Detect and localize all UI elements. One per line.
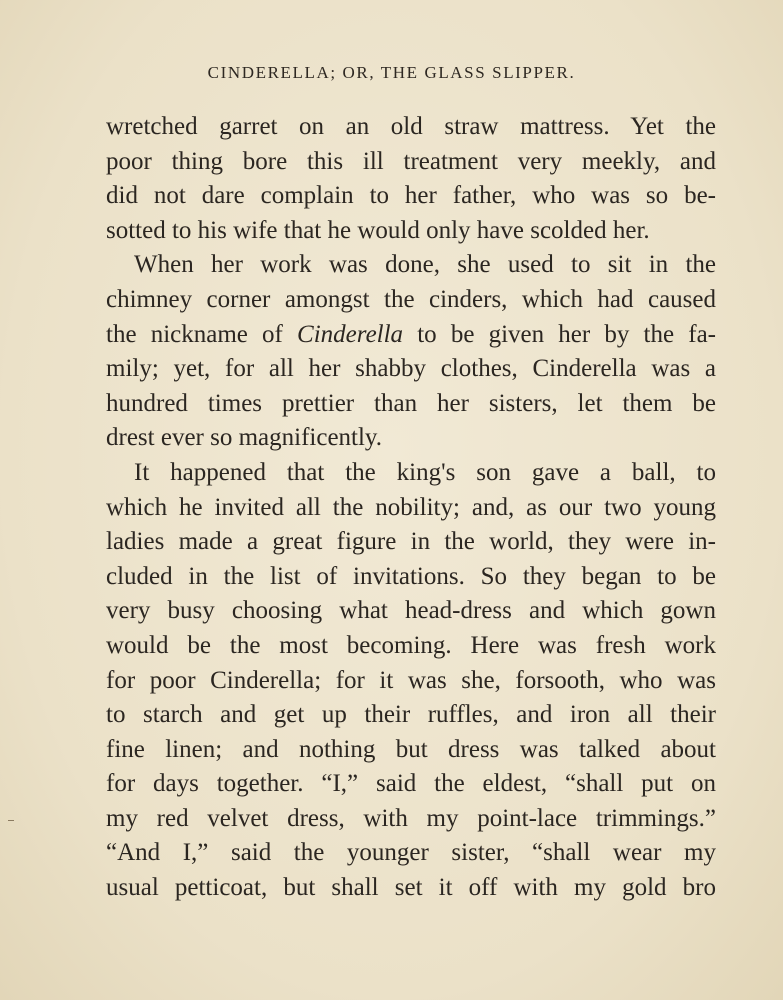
text-line: wretched garret on an old straw mattress. Yet the xyxy=(106,113,716,140)
text-line: which he invited all the nobility; and, as our two young xyxy=(106,493,716,521)
italic-name: Cinderella xyxy=(297,320,404,348)
text-fragment: to be given her by the fa- xyxy=(403,320,716,348)
text-line: usual petticoat, but shall set it off with my gold bro xyxy=(106,874,716,902)
text-line: for poor Cinderella; for it was she, forsooth, who was xyxy=(106,666,716,694)
text-line: would be the most becoming. Here was fresh work xyxy=(106,631,716,659)
text-line: very busy choosing what head-dress and which gown xyxy=(106,597,716,625)
page-body-text xyxy=(106,110,716,906)
running-header: CINDERELLA; OR, THE GLASS SLIPPER. xyxy=(207,63,576,82)
text-line: poor thing bore this ill treatment very meekly, and xyxy=(106,147,716,175)
text-line: drest ever so magnificently. xyxy=(106,424,383,452)
text-line: cluded in the list of invitations. So they began to be xyxy=(106,562,716,590)
text-line: It happened that the king's son gave a ball, to xyxy=(134,458,716,486)
text-line: fine linen; and nothing but dress was talked about xyxy=(106,735,716,763)
margin-mark xyxy=(8,820,14,821)
text-line: my red velvet dress, with my point-lace trimmings.” xyxy=(106,804,716,832)
text-line: sotted to his wife that he would only have scolded her. xyxy=(106,216,650,244)
text-line: chimney corner amongst the cinders, which had caused xyxy=(106,285,716,313)
text-line: for days together. “I,” said the eldest, “shall put on xyxy=(106,770,716,798)
text-fragment: the nickname of xyxy=(106,320,298,348)
text-line-with-italic xyxy=(106,318,716,353)
text-line: ladies made a great figure in the world, they were in- xyxy=(106,528,716,556)
text-line: hundred times prettier than her sisters, let them be xyxy=(106,389,716,417)
text-line: When her work was done, she used to sit in the xyxy=(134,251,716,279)
text-line: “And I,” said the younger sister, “shall wear my xyxy=(106,839,716,867)
text-line: did not dare complain to her father, who was so be- xyxy=(106,182,716,210)
text-line: to starch and get up their ruffles, and iron all their xyxy=(106,701,716,729)
text-line: mily; yet, for all her shabby clothes, Cinderella was a xyxy=(106,355,716,383)
